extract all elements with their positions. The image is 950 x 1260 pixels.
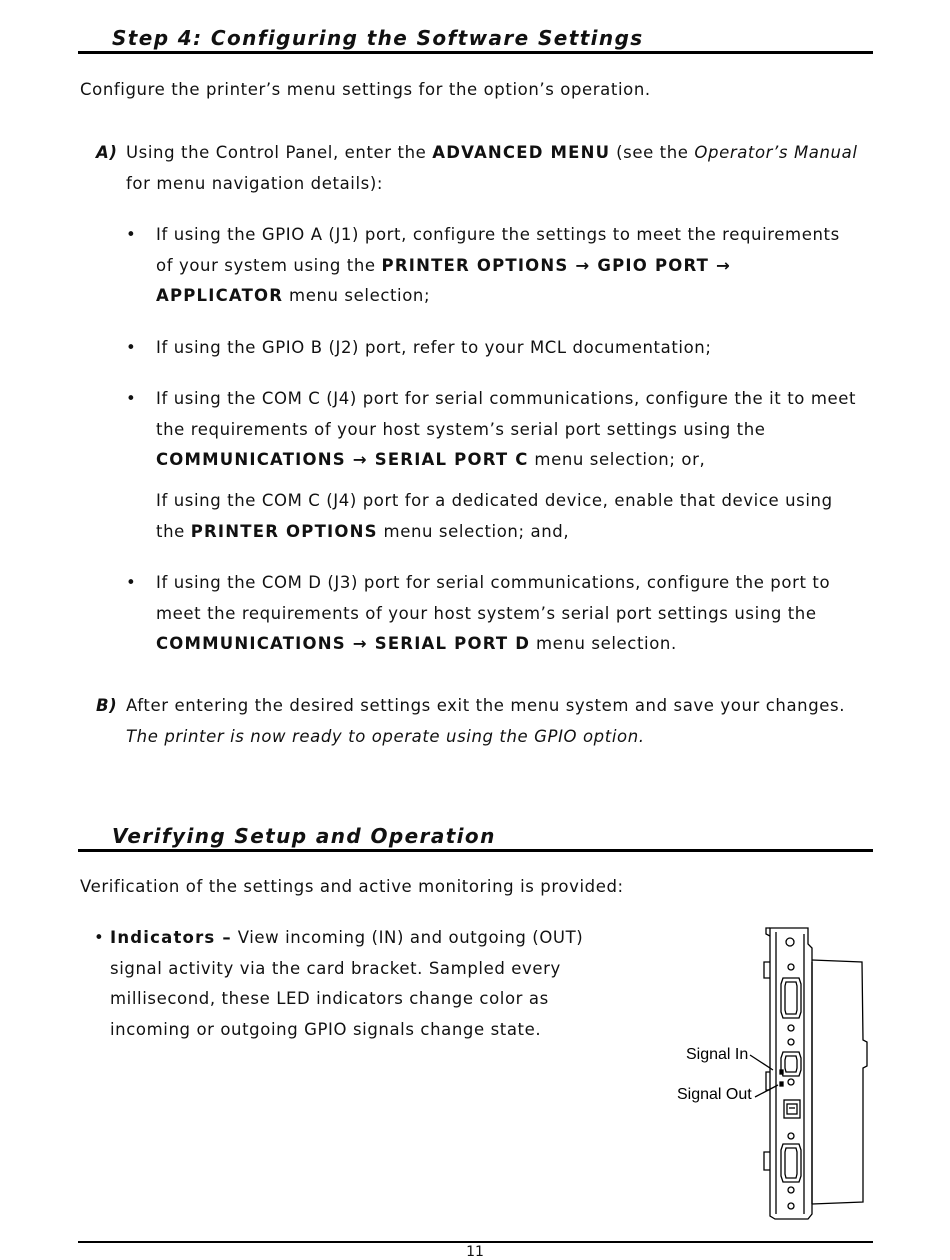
indicators-text: Indicators – View incoming (IN) and outgoing (OUT) signal activity via the card bracket. Sampled every millisecond, these LED indicators change color as incoming or outgoing GPIO signals change state. bbox=[110, 928, 584, 1039]
signal-in-label: Signal In bbox=[686, 1046, 749, 1063]
card-bracket-illustration bbox=[680, 922, 880, 1232]
bullet-com-d: If using the COM D (J3) port for serial communications, configure the port to meet the requirements of your host system’s serial port settings using the COMMUNICATIONS → SERIAL PORT D menu selection. bbox=[156, 573, 831, 653]
step-b-label: B) bbox=[96, 696, 118, 715]
bullet-symbol: • bbox=[126, 573, 137, 592]
page-number: 11 bbox=[466, 1244, 484, 1260]
verify-intro: Verification of the settings and active monitoring is provided: bbox=[80, 877, 624, 896]
section-title-step4: Step 4: Configuring the Software Settings bbox=[112, 26, 644, 50]
advanced-menu-term: ADVANCED MENU bbox=[432, 143, 611, 162]
bullet-symbol: • bbox=[126, 389, 137, 408]
section-rule bbox=[78, 849, 873, 852]
bullet-gpio-a: If using the GPIO A (J1) port, configure the settings to meet the requirements of your system using the PRINTER OPTIONS → GPIO PORT → APPLICATOR menu selection; bbox=[156, 225, 840, 305]
bullet-com-c: If using the COM C (J4) port for serial communications, configure the it to meet the requirements of your host system’s serial port settings using the COMMUNICATIONS → SERIAL PORT C menu selection; or, bbox=[156, 389, 857, 469]
indicators-term: Indicators – bbox=[110, 928, 232, 947]
menu-path-printer-options: PRINTER OPTIONS bbox=[190, 521, 378, 541]
step-a-label: A) bbox=[96, 143, 118, 162]
menu-path-applicator: PRINTER OPTIONS → GPIO PORT → APPLICATOR bbox=[156, 255, 732, 305]
operators-manual-ref: Operator’s Manual bbox=[694, 143, 858, 162]
step-a-text: Using the Control Panel, enter the ADVANCED MENU (see the Operator’s Manual for menu navigation details): bbox=[126, 143, 858, 193]
signal-out-label: Signal Out bbox=[677, 1086, 752, 1103]
ready-statement: The printer is now ready to operate using the GPIO option. bbox=[126, 726, 645, 746]
bullet-symbol: • bbox=[126, 225, 137, 244]
bullet-com-c-dedicated: If using the COM C (J4) port for a dedicated device, enable that device using the PRINTER OPTIONS menu selection; and, bbox=[156, 491, 833, 541]
menu-path-serial-port-d: COMMUNICATIONS → SERIAL PORT D bbox=[156, 634, 531, 653]
footer-rule bbox=[78, 1241, 873, 1243]
menu-path-serial-port-c: COMMUNICATIONS → SERIAL PORT C bbox=[156, 450, 529, 469]
section-title-verify: Verifying Setup and Operation bbox=[112, 824, 496, 848]
bullet-symbol: • bbox=[126, 338, 137, 357]
bullet-gpio-b: If using the GPIO B (J2) port, refer to your MCL documentation; bbox=[156, 338, 712, 357]
bullet-symbol: • bbox=[94, 928, 105, 947]
step4-intro: Configure the printer’s menu settings for the option’s operation. bbox=[80, 80, 651, 99]
section-rule bbox=[78, 51, 873, 54]
step-b-text: After entering the desired settings exit the menu system and save your changes. The printer is now ready to operate using the GPIO option. bbox=[126, 696, 846, 746]
